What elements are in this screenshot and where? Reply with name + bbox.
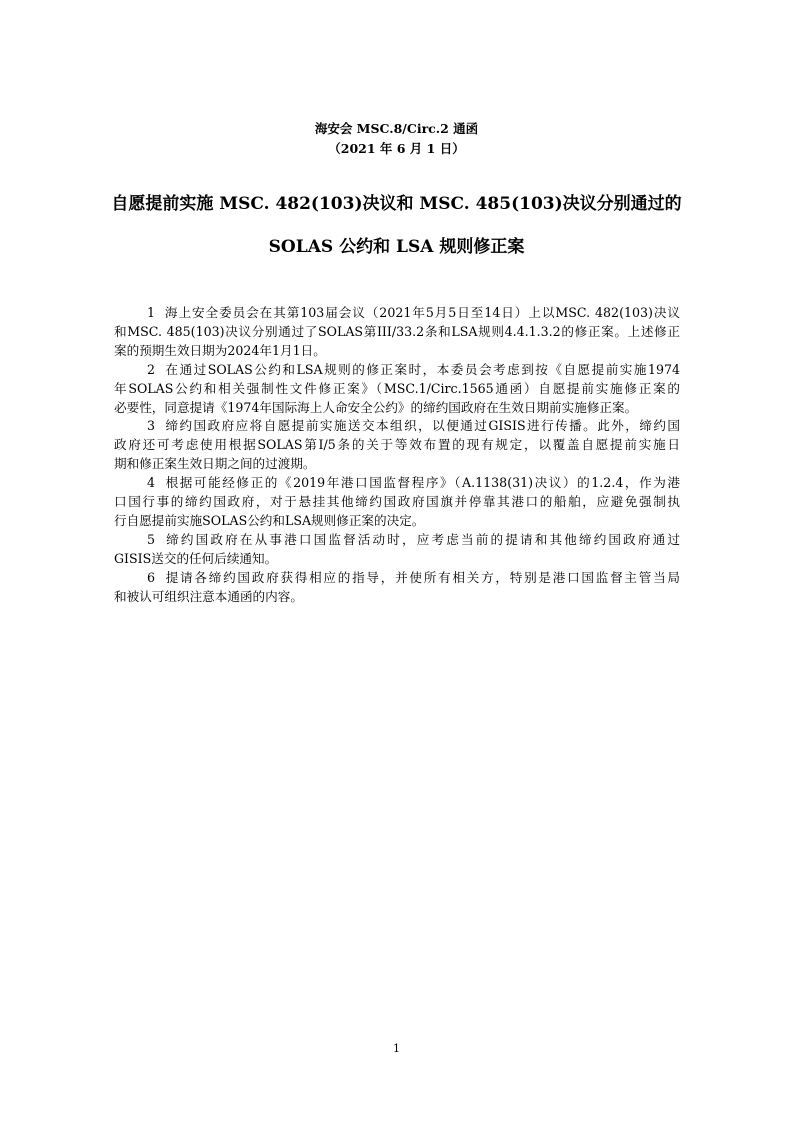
paragraph-number: 3 <box>147 418 156 434</box>
document-title-line-1: 自愿提前实施 MSC. 482(103)决议和 MSC. 485(103)决议分别通过的 <box>111 194 682 214</box>
paragraph-2 <box>114 361 680 418</box>
paragraph-number: 4 <box>147 475 156 491</box>
paragraph-line <box>114 455 680 474</box>
paragraph-line <box>114 342 680 361</box>
paragraph-text: 必要性，同意提请《1974年国际海上人命安全公约》的缔约国政府在生效日期前实施修正案。 <box>114 399 638 415</box>
paragraph-number: 6 <box>147 569 156 585</box>
paragraph-line <box>114 474 680 493</box>
paragraph-text: 政府还可考虑使用根据SOLAS第I/5条的关于等效布置的现有规定，以覆盖自愿提前实施日 <box>114 437 680 453</box>
paragraph-4 <box>114 474 680 531</box>
paragraph-line <box>114 323 680 342</box>
paragraph-text: 缔约国政府应将自愿提前实施送交本组织，以便通过GISIS进行传播。此外，缔约国 <box>164 418 680 434</box>
circular-reference: 海安会 MSC.8/Circ.2 通函 <box>314 121 479 136</box>
paragraph-text: 案的预期生效日期为2024年1月1日。 <box>114 342 326 358</box>
paragraph-line <box>114 569 680 588</box>
page-number: 1 <box>393 1042 400 1055</box>
paragraph-line <box>114 531 680 550</box>
paragraph-line <box>114 588 680 607</box>
paragraph-6 <box>114 569 680 607</box>
paragraph-number: 1 <box>147 305 156 320</box>
paragraph-text: 和被认可组织注意本通函的内容。 <box>114 588 303 604</box>
paragraph-number: 5 <box>147 531 156 547</box>
paragraph-text: 海上安全委员会在其第103届会议（2021年5月5日至14日）上以MSC. 482(103)决议 <box>164 305 680 320</box>
paragraph-line <box>114 380 680 399</box>
paragraph-text: 在通过SOLAS公约和LSA规则的修正案时，本委员会考虑到按《自愿提前实施1974 <box>164 361 680 377</box>
paragraph-3 <box>114 417 680 474</box>
paragraph-line <box>114 436 680 455</box>
circular-date: （2021 年 6 月 1 日） <box>328 141 465 156</box>
paragraph-text: 缔约国政府在从事港口国监督活动时，应考虑当前的提请和其他缔约国政府通过 <box>164 531 680 547</box>
paragraph-5 <box>114 531 680 569</box>
paragraph-text: 根据可能经修正的《2019年港口国监督程序》（A.1138(31)决议）的1.2.4，作为港 <box>164 475 680 491</box>
paragraph-text: 提请各缔约国政府获得相应的指导，并使所有相关方，特别是港口国监督主管当局 <box>164 569 680 585</box>
paragraph-text: 年SOLAS公约和相关强制性文件修正案》（MSC.1/Circ.1565通函）自愿提前实施修正案的 <box>114 380 680 396</box>
document-body <box>114 304 680 607</box>
paragraph-line <box>114 417 680 436</box>
paragraph-text: GISIS送交的任何后续通知。 <box>114 550 278 566</box>
paragraph-text: 和MSC. 485(103)决议分别通过了SOLAS第III/33.2条和LSA规则4.4.1.3.2的修正案。上述修正 <box>114 323 680 339</box>
paragraph-line <box>114 493 680 512</box>
paragraph-line <box>114 304 680 323</box>
paragraph-number: 2 <box>147 361 156 377</box>
paragraph-line <box>114 512 680 531</box>
paragraph-text: 口国行事的缔约国政府，对于悬挂其他缔约国政府国旗并停靠其港口的船舶，应避免强制执 <box>114 494 680 510</box>
paragraph-text: 行自愿提前实施SOLAS公约和LSA规则修正案的决定。 <box>114 512 425 528</box>
paragraph-line <box>114 399 680 418</box>
paragraph-line <box>114 550 680 569</box>
paragraph-1 <box>114 304 680 361</box>
document-title-line-2: SOLAS 公约和 LSA 规则修正案 <box>268 237 525 257</box>
paragraph-text: 期和修正案生效日期之间的过渡期。 <box>114 456 316 472</box>
paragraph-line <box>114 361 680 380</box>
